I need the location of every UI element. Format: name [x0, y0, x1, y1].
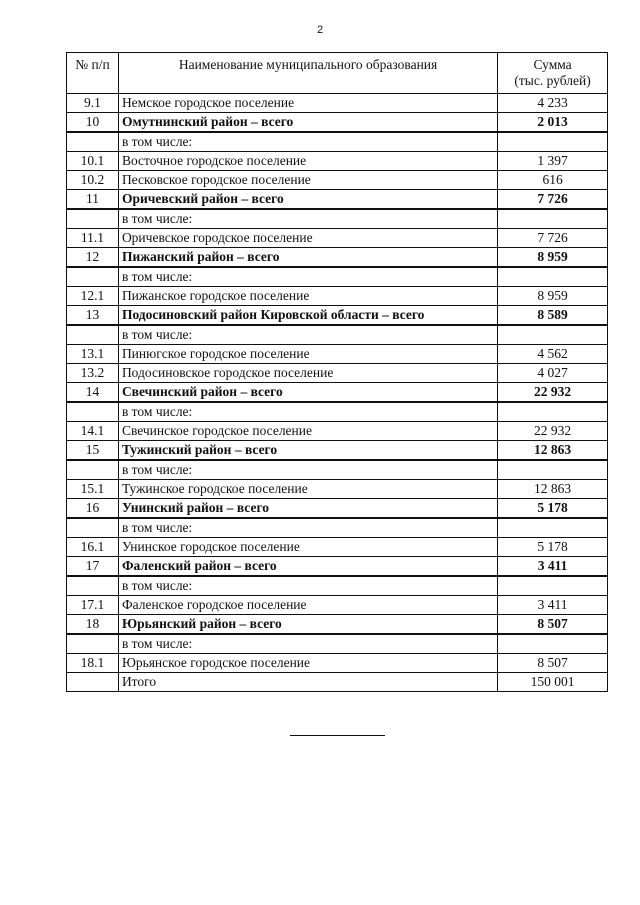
row-sum: 8 589	[498, 306, 608, 326]
table-row	[67, 673, 608, 692]
table-row	[67, 615, 608, 635]
row-sum: 22 932	[498, 383, 608, 403]
row-number: 14.1	[67, 422, 119, 441]
row-number: 13.2	[67, 364, 119, 383]
row-sum	[498, 132, 608, 152]
table-row	[67, 94, 608, 113]
row-number: 10.1	[67, 152, 119, 171]
table-header-row	[67, 53, 608, 94]
table-row	[67, 345, 608, 364]
table-row	[67, 499, 608, 519]
row-name: Унинское городское поселение	[118, 538, 497, 557]
row-number	[67, 518, 119, 538]
row-number: 11.1	[67, 229, 119, 248]
table-body	[67, 94, 608, 692]
page-number: 2	[316, 24, 324, 36]
row-sum: 2 013	[498, 113, 608, 133]
row-number: 10	[67, 113, 119, 133]
row-number: 16	[67, 499, 119, 519]
row-name: Подосиновское городское поселение	[118, 364, 497, 383]
row-name: Немское городское поселение	[118, 94, 497, 113]
row-name: в том числе:	[118, 325, 497, 345]
row-sum: 12 863	[498, 441, 608, 461]
row-name: Подосиновский район Кировской области – всего	[118, 306, 497, 326]
table-row	[67, 132, 608, 152]
table-row	[67, 383, 608, 403]
row-name: Омутнинский район – всего	[118, 113, 497, 133]
row-sum: 3 411	[498, 596, 608, 615]
table-row	[67, 364, 608, 383]
row-name: в том числе:	[118, 576, 497, 596]
row-sum	[498, 325, 608, 345]
row-sum: 5 178	[498, 499, 608, 519]
header-sum	[498, 53, 608, 94]
row-sum	[498, 209, 608, 229]
row-name: Унинский район – всего	[118, 499, 497, 519]
header-sum-line1: Сумма	[533, 57, 572, 72]
table-row	[67, 557, 608, 577]
row-sum: 3 411	[498, 557, 608, 577]
row-name: Тужинское городское поселение	[118, 480, 497, 499]
row-number	[67, 460, 119, 480]
row-name: в том числе:	[118, 267, 497, 287]
table-row	[67, 171, 608, 190]
row-sum: 8 959	[498, 248, 608, 268]
row-sum: 1 397	[498, 152, 608, 171]
row-name: Восточное городское поселение	[118, 152, 497, 171]
table-row	[67, 422, 608, 441]
row-name: в том числе:	[118, 402, 497, 422]
row-number	[67, 634, 119, 654]
header-sum-line2: (тыс. рублей)	[514, 73, 591, 88]
row-number	[67, 325, 119, 345]
row-number: 15.1	[67, 480, 119, 499]
row-name: в том числе:	[118, 209, 497, 229]
table-row	[67, 518, 608, 538]
row-number: 17.1	[67, 596, 119, 615]
table-row	[67, 480, 608, 499]
table-row	[67, 113, 608, 133]
row-sum	[498, 402, 608, 422]
table-row	[67, 634, 608, 654]
row-name: Песковское городское поселение	[118, 171, 497, 190]
row-number	[67, 132, 119, 152]
row-number	[67, 267, 119, 287]
row-number: 9.1	[67, 94, 119, 113]
row-name: в том числе:	[118, 132, 497, 152]
row-name: Свечинское городское поселение	[118, 422, 497, 441]
table-row	[67, 325, 608, 345]
row-number	[67, 402, 119, 422]
row-sum: 4 233	[498, 94, 608, 113]
row-name: в том числе:	[118, 460, 497, 480]
row-name: Пижанский район – всего	[118, 248, 497, 268]
row-number	[67, 673, 119, 692]
row-sum	[498, 634, 608, 654]
table-row	[67, 209, 608, 229]
row-name: Свечинский район – всего	[118, 383, 497, 403]
row-sum: 8 507	[498, 654, 608, 673]
row-number: 12	[67, 248, 119, 268]
row-name: Итого	[118, 673, 497, 692]
row-sum	[498, 267, 608, 287]
row-sum: 12 863	[498, 480, 608, 499]
row-name: в том числе:	[118, 518, 497, 538]
table-row	[67, 306, 608, 326]
row-name: Фаленское городское поселение	[118, 596, 497, 615]
row-name: Фаленский район – всего	[118, 557, 497, 577]
table-row	[67, 596, 608, 615]
row-sum: 150 001	[498, 673, 608, 692]
table-row	[67, 576, 608, 596]
row-sum: 5 178	[498, 538, 608, 557]
row-sum: 4 027	[498, 364, 608, 383]
row-sum: 8 959	[498, 287, 608, 306]
row-sum: 7 726	[498, 190, 608, 210]
footer-divider	[290, 735, 385, 736]
row-name: Оричевский район – всего	[118, 190, 497, 210]
row-name: Юрьянское городское поселение	[118, 654, 497, 673]
row-sum	[498, 576, 608, 596]
row-name: Оричевское городское поселение	[118, 229, 497, 248]
row-number: 13.1	[67, 345, 119, 364]
table-row	[67, 402, 608, 422]
row-number: 11	[67, 190, 119, 210]
row-sum: 7 726	[498, 229, 608, 248]
table-row	[67, 229, 608, 248]
row-name: Юрьянский район – всего	[118, 615, 497, 635]
row-number: 15	[67, 441, 119, 461]
row-number: 14	[67, 383, 119, 403]
table-row	[67, 190, 608, 210]
row-number	[67, 209, 119, 229]
row-sum	[498, 518, 608, 538]
row-name: Тужинский район – всего	[118, 441, 497, 461]
row-sum: 8 507	[498, 615, 608, 635]
row-number	[67, 576, 119, 596]
table-row	[67, 152, 608, 171]
municipal-sums-table	[66, 52, 608, 692]
table-row	[67, 267, 608, 287]
table-row	[67, 287, 608, 306]
row-number: 12.1	[67, 287, 119, 306]
row-number: 17	[67, 557, 119, 577]
header-num: № п/п	[67, 53, 119, 94]
header-name: Наименование муниципального образования	[118, 53, 497, 94]
table-row	[67, 654, 608, 673]
table-row	[67, 441, 608, 461]
table-row	[67, 248, 608, 268]
row-number: 10.2	[67, 171, 119, 190]
row-number: 18.1	[67, 654, 119, 673]
row-number: 16.1	[67, 538, 119, 557]
row-sum: 22 932	[498, 422, 608, 441]
row-number: 18	[67, 615, 119, 635]
row-sum	[498, 460, 608, 480]
row-name: в том числе:	[118, 634, 497, 654]
row-name: Пижанское городское поселение	[118, 287, 497, 306]
row-number: 13	[67, 306, 119, 326]
row-sum: 4 562	[498, 345, 608, 364]
table-row	[67, 538, 608, 557]
row-name: Пинюгское городское поселение	[118, 345, 497, 364]
row-sum: 616	[498, 171, 608, 190]
table-row	[67, 460, 608, 480]
